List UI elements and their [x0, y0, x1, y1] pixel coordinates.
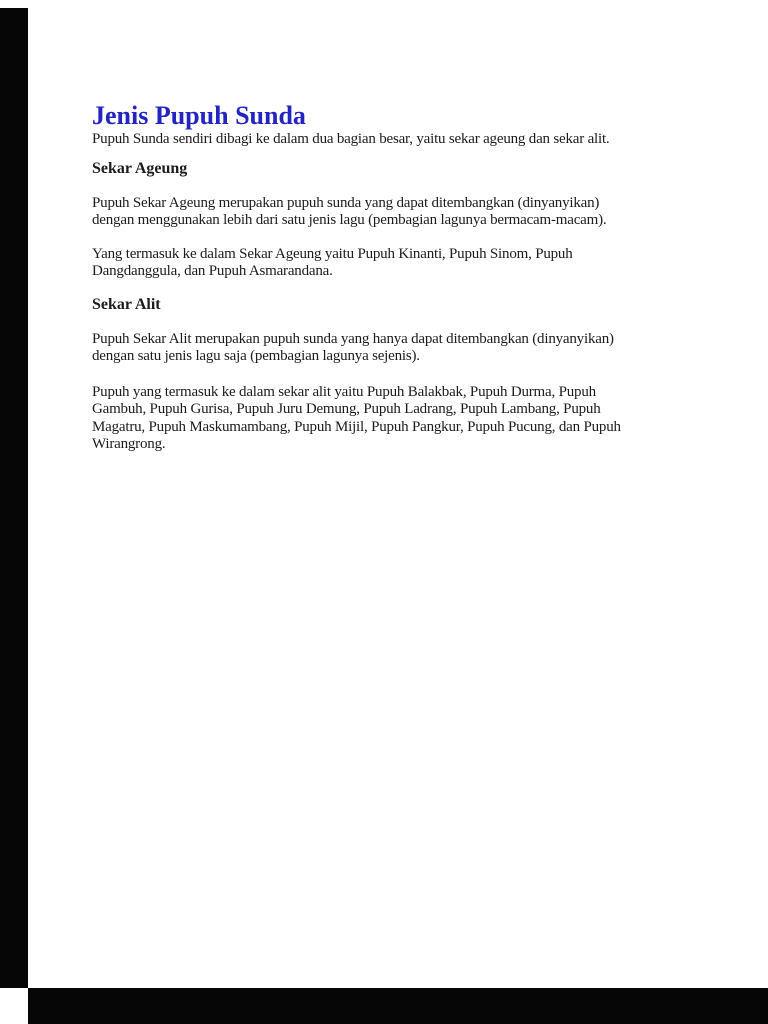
paragraph — [92, 246, 573, 281]
paragraph-line: dengan satu jenis lagu saja (pembagian lagunya sejenis). — [92, 348, 420, 365]
paragraph-line: Dangdanggula, dan Pupuh Asmarandana. — [92, 263, 333, 280]
intro-paragraph — [92, 131, 609, 148]
paragraph-line: dengan menggunakan lebih dari satu jenis lagu (pembagian lagunya bermacam-macam). — [92, 212, 607, 229]
paragraph-line: Pupuh yang termasuk ke dalam sekar alit yaitu Pupuh Balakbak, Pupuh Durma, Pupuh — [92, 384, 596, 400]
paragraph-line: Yang termasuk ke dalam Sekar Ageung yaitu Pupuh Kinanti, Pupuh Sinom, Pupuh — [92, 246, 573, 262]
paragraph-line: Gambuh, Pupuh Gurisa, Pupuh Juru Demung, Pupuh Ladrang, Pupuh Lambang, Pupuh — [92, 401, 601, 418]
section-heading-sekar-alit: Sekar Alit — [92, 296, 161, 313]
scan-edge-bottom-bar — [28, 988, 768, 1024]
paragraph-line: Pupuh Sekar Ageung merupakan pupuh sunda yang dapat ditembangkan (dinyanyikan) — [92, 195, 600, 211]
paragraph — [92, 195, 606, 230]
page-title: Jenis Pupuh Sunda — [92, 101, 306, 131]
paragraph-line: Pupuh Sunda sendiri dibagi ke dalam dua bagian besar, yaitu sekar ageung dan sekar alit. — [92, 131, 610, 147]
section-heading-sekar-ageung: Sekar Ageung — [92, 160, 188, 177]
paragraph — [92, 331, 614, 366]
paragraph — [92, 384, 621, 453]
paragraph-line: Wirangrong. — [92, 435, 166, 452]
scan-edge-left-bar — [0, 8, 28, 988]
paragraph-line: Magatru, Pupuh Maskumambang, Pupuh Mijil, Pupuh Pangkur, Pupuh Pucung, dan Pupuh — [92, 418, 621, 435]
paragraph-line: Pupuh Sekar Alit merupakan pupuh sunda yang hanya dapat ditembangkan (dinyanyikan) — [92, 331, 614, 347]
